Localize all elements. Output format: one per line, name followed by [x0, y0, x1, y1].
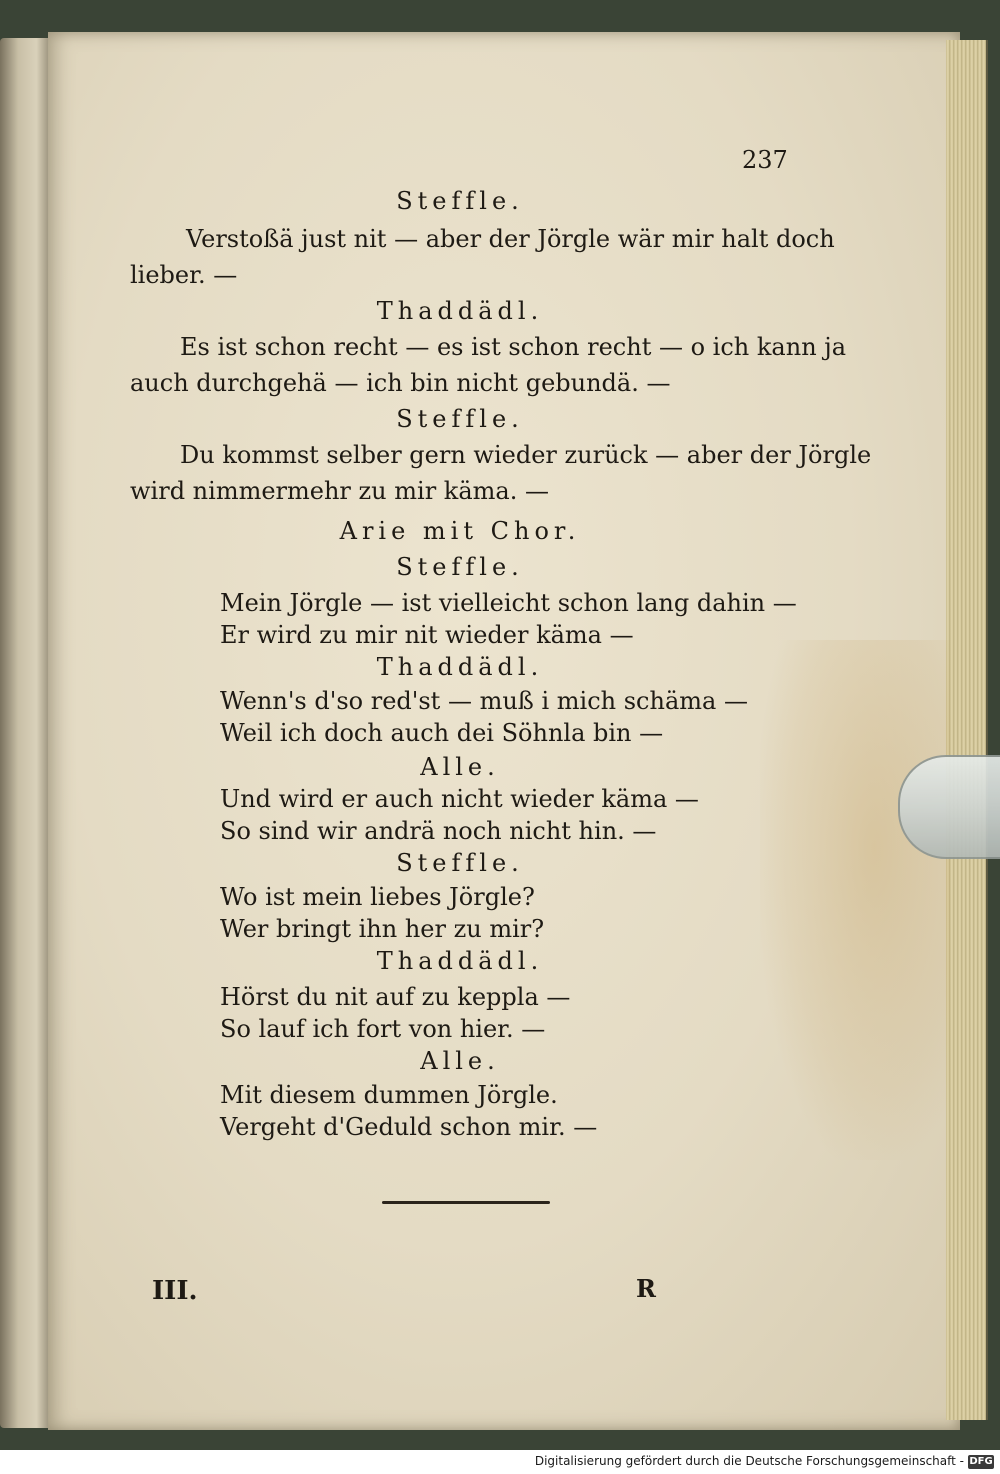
footer-bar: [0, 1450, 1000, 1474]
signature-mark: III.: [152, 1276, 198, 1306]
text-line: lieber. —: [130, 261, 238, 289]
speaker-heading: Thaddädl.: [376, 947, 544, 975]
speaker-heading: Steffle.: [396, 405, 524, 433]
verse-line: Vergeht d'Geduld schon mir. —: [220, 1113, 598, 1141]
speaker-heading: Steffle.: [396, 187, 524, 215]
text-line: Du kommst selber gern wieder zurück — aber der Jörgle: [180, 441, 872, 469]
verse-line: Weil ich doch auch dei Söhnla bin —: [220, 719, 664, 747]
speaker-heading: Steffle.: [396, 849, 524, 877]
dfg-logo-icon: DFG: [969, 1456, 993, 1467]
verse-line: Mein Jörgle — ist vielleicht schon lang dahin —: [220, 589, 797, 617]
text-line: auch durchgehä — ich bin nicht gebundä. —: [130, 369, 671, 397]
verse-line: Hörst du nit auf zu keppla —: [220, 983, 571, 1011]
text-line: Es ist schon recht — es ist schon recht — o ich kann ja: [180, 333, 847, 361]
verse-line: So sind wir andrä noch nicht hin. —: [220, 817, 657, 845]
speaker-heading: Thaddädl.: [376, 297, 544, 325]
verse-line: Und wird er auch nicht wieder käma —: [220, 785, 699, 813]
verse-line: Wer bringt ihn her zu mir?: [220, 915, 545, 943]
section-heading: Arie mit Chor.: [339, 517, 581, 545]
verse-line: Er wird zu mir nit wieder käma —: [220, 621, 634, 649]
text-line: wird nimmermehr zu mir käma. —: [130, 477, 549, 505]
end-rule: [382, 1201, 550, 1204]
speaker-heading: Alle.: [420, 1047, 500, 1075]
verse-line: Wenn's d'so red'st — muß i mich schäma —: [220, 687, 748, 715]
speaker-heading: Alle.: [420, 753, 500, 781]
verse-line: Mit diesem dummen Jörgle.: [220, 1081, 558, 1109]
speaker-heading: Steffle.: [396, 553, 524, 581]
speaker-heading: Thaddädl.: [376, 653, 544, 681]
page-number: 237: [742, 146, 788, 174]
text-line: Verstoßä just nit — aber der Jörgle wär mir halt doch: [186, 225, 835, 253]
catch-mark: R: [636, 1274, 656, 1303]
verse-line: So lauf ich fort von hier. —: [220, 1015, 546, 1043]
footer-credit: Digitalisierung gefördert durch die Deutsche Forschungsgemeinschaft -: [534, 1454, 964, 1468]
verse-line: Wo ist mein liebes Jörgle?: [220, 883, 535, 911]
